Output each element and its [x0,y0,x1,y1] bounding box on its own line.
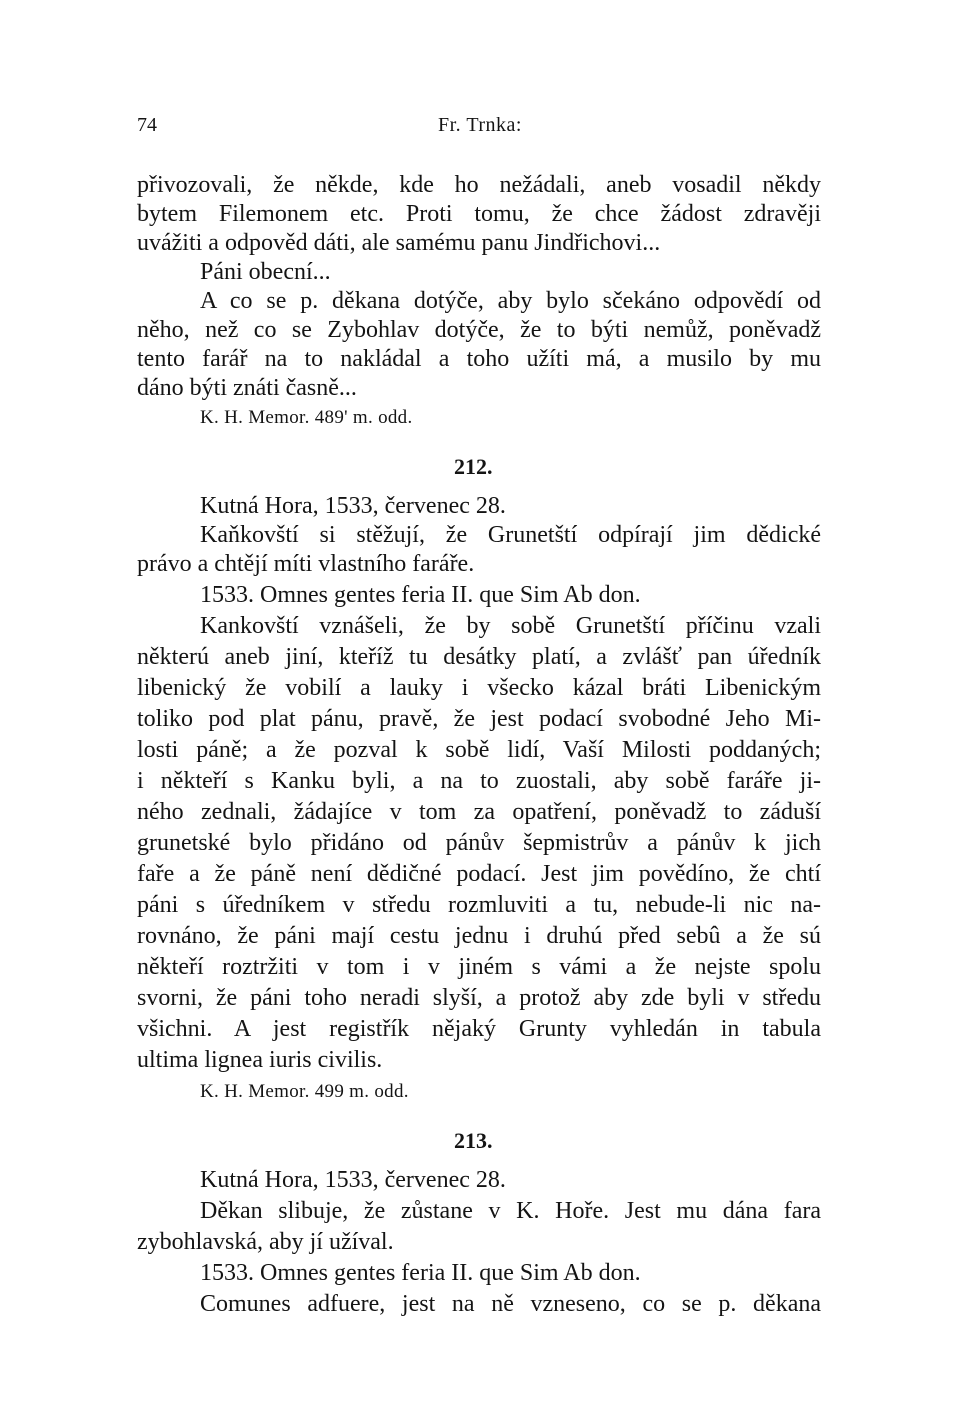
running-title: Fr. Trnka: [438,114,522,136]
text-line: Kutná Hora, 1533, červenec 28. [200,1167,506,1193]
text-line: svorni, že páni toho neradi slyší, a protož aby zde byli v středu [137,985,821,1011]
text-line: A co se p. děkana dotýče, aby bylo sčekáno odpovědí od [200,288,821,314]
source-reference: K. H. Memor. 499 m. odd. [200,1081,409,1102]
text-line: někteří roztržiti v tom i v jiném s vámi a že nejste spolu [137,954,821,980]
text-line: právo a chtějí míti vlastního faráře. [137,551,475,577]
source-reference: K. H. Memor. 489' m. odd. [200,407,413,428]
text-line: některú aneb jiní, kteříž tu desátky platí, a zvlášť pan úředník [137,644,821,670]
text-line: ultima lignea iuris civilis. [137,1047,383,1073]
text-line: 1533. Omnes gentes feria II. que Sim Ab don. [200,582,641,608]
text-line: Děkan slibuje, že zůstane v K. Hoře. Jest mu dána fara [200,1198,821,1224]
text-line: faře a že páně není dědičné podací. Jest jim povědíno, že chtí [137,861,821,887]
text-line: Comunes adfuere, jest na ně vzneseno, co se p. děkana [200,1291,821,1317]
text-line: i někteří s Kanku byli, a na to zuostali, aby sobě faráře ji- [137,768,821,794]
text-line: Páni obecní... [200,259,331,285]
document-number: 213. [454,1128,493,1153]
text-line: uvážiti a odpověd dáti, ale samému panu Jindřichovi... [137,230,661,256]
text-line: Kankovští vznášeli, že by sobě Grunetští příčinu vzali [200,613,821,639]
text-line: Kaňkovští si stěžují, že Grunetští odpírají jim dědické [200,522,821,548]
text-line: bytem Filemonem etc. Proti tomu, že chce žádost zdravěji [137,201,821,227]
text-line: dáno býti znáti časně... [137,375,357,401]
text-line: něho, než co se Zybohlav dotýče, že to býti nemůž, poněvadž [137,317,821,343]
text-line: toliko pod plat pánu, pravě, že jest podací svobodné Jeho Mi- [137,706,821,732]
text-line: losti páně; a že pozval k sobě lidí, Vaší Milosti poddaných; [137,737,821,763]
text-line: páni s úředníkem v středu rozmluviti a tu, nebude-li nic na- [137,892,821,918]
document-number: 212. [454,454,493,479]
text-line: rovnáno, že páni mají cestu jednu i druhú před sebû a že sú [137,923,821,949]
text-line: grunetské bylo přidáno od pánův šepmistrův a pánův k jich [137,830,821,856]
text-line: všichni. A jest registřík nějaký Grunty vyhledán in tabula [137,1016,821,1042]
text-line: přivozovali, že někde, kde ho nežádali, aneb vosadil někdy [137,172,821,198]
text-line: ného zednali, žádajíce v tom za opatření, poněvadž to záduší [137,799,821,825]
text-line: zybohlavská, aby jí užíval. [137,1229,394,1255]
text-line: Kutná Hora, 1533, červenec 28. [200,493,506,519]
page-number: 74 [137,114,157,136]
text-line: libenický že vobilí a lauky i všecko kázal bráti Libenickým [137,675,821,701]
text-line: tento farář na to nakládal a toho užíti má, a musilo by mu [137,346,821,372]
text-line: 1533. Omnes gentes feria II. que Sim Ab don. [200,1260,641,1286]
